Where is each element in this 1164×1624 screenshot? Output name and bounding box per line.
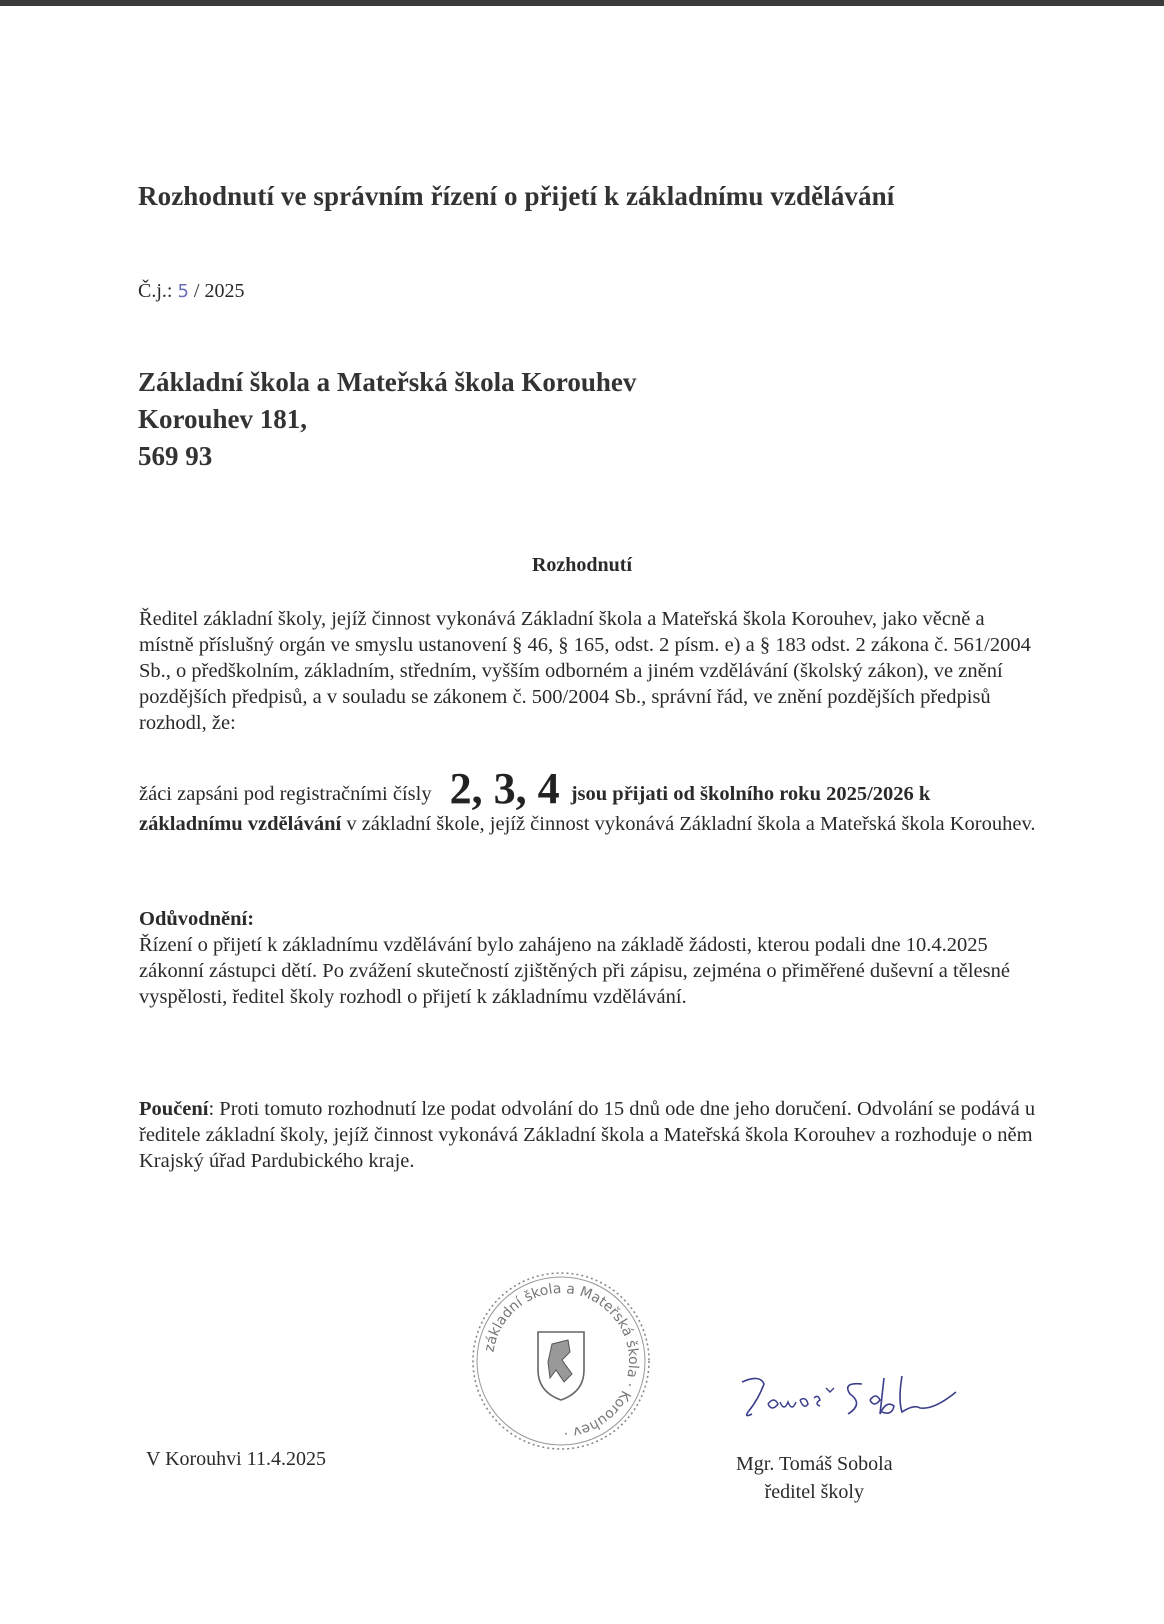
decision-bold-text: jsou přijati od školního roku 2025/2026 [570, 783, 914, 805]
justification-label: Odůvodnění: [139, 908, 255, 930]
instruction-text: : Proti tomuto rozhodnutí lze podat odvolání do 15 dnů ode dne jeho doručení. Odvolání se podává u ředitele základní školy, jejíž činnost vykonává Základní škola a Mateřská škola Korouhev a rozhoduje o něm Krajský úřad Pardubického kraje. [139, 1098, 1036, 1172]
intro-paragraph: Ředitel základní školy, jejíž činnost vykonává Základní škola a Mateřská škola Korouhev, jako věcně a místně příslušný orgán ve smyslu ustanovení § 46, § 165, odst. 2 písm. e) a § 183 odst. 2 zákona č. 561/2004 Sb., o předškolním, základním, středním, vyšším odborném a jiném vzdělávání (školský zákon), ve znění pozdějších předpisů, a v souladu se zákonem č. 500/2004 Sb., správní řád, ve znění pozdějších předpisů rozhodl, že: [139, 608, 1031, 734]
decision-rest: v základní škole, jejíž činnost vykonává Základní škola a Mateřská škola Korouhev. [346, 813, 1036, 835]
signer-name: Mgr. Tomáš Sobola [736, 1453, 893, 1475]
decision-heading: Rozhodnutí [531, 554, 633, 576]
decision-bold-text-2: k základnímu vzdělávání [139, 783, 931, 835]
reference-year: / 2025 [193, 280, 245, 302]
place-and-date: V Korouhvi 11.4.2025 [146, 1448, 326, 1470]
page-top-rule [0, 0, 1164, 6]
handwritten-signature [730, 1370, 970, 1430]
registration-numbers: 2, 3, 4 [449, 764, 560, 813]
organization-zip: 569 93 [138, 441, 213, 471]
organization-name: Základní škola a Mateřská škola Korouhev [138, 367, 637, 397]
decision-prefix: žáci zapsáni pod registračními čísly [139, 783, 432, 805]
document-title: Rozhodnutí ve správním řízení o přijetí k základnímu vzdělávání [138, 181, 895, 211]
justification-section [139, 906, 1039, 1010]
reference-label: Č.j.: [138, 280, 173, 302]
reference-number [138, 280, 244, 303]
organization-address [138, 364, 636, 475]
organization-street: Korouhev 181, [138, 404, 308, 434]
signer-role: ředitel školy [764, 1481, 864, 1503]
decision-paragraph [139, 764, 1039, 839]
stamp-circular-text: základní škola a Mateřská škola · Korouhev · [481, 1280, 642, 1441]
instruction-label: Poučení [139, 1098, 209, 1120]
instruction-section [139, 1096, 1039, 1174]
justification-text: Řízení o přijetí k základnímu vzdělávání bylo zahájeno na základě žádosti, kterou podali dne 10.4.2025 zákonní zástupci dětí. Po zvážení skutečností zjištěných při zápisu, zejména o přiměřené duševní a tělesné vyspělosti, ředitel školy rozhodl o přijetí k základnímu vzdělávání. [139, 934, 1010, 1008]
signer-block [736, 1450, 893, 1506]
reference-handwritten-number: 5 [177, 281, 189, 302]
lion-emblem-icon [548, 1340, 572, 1382]
school-stamp [470, 1270, 652, 1452]
